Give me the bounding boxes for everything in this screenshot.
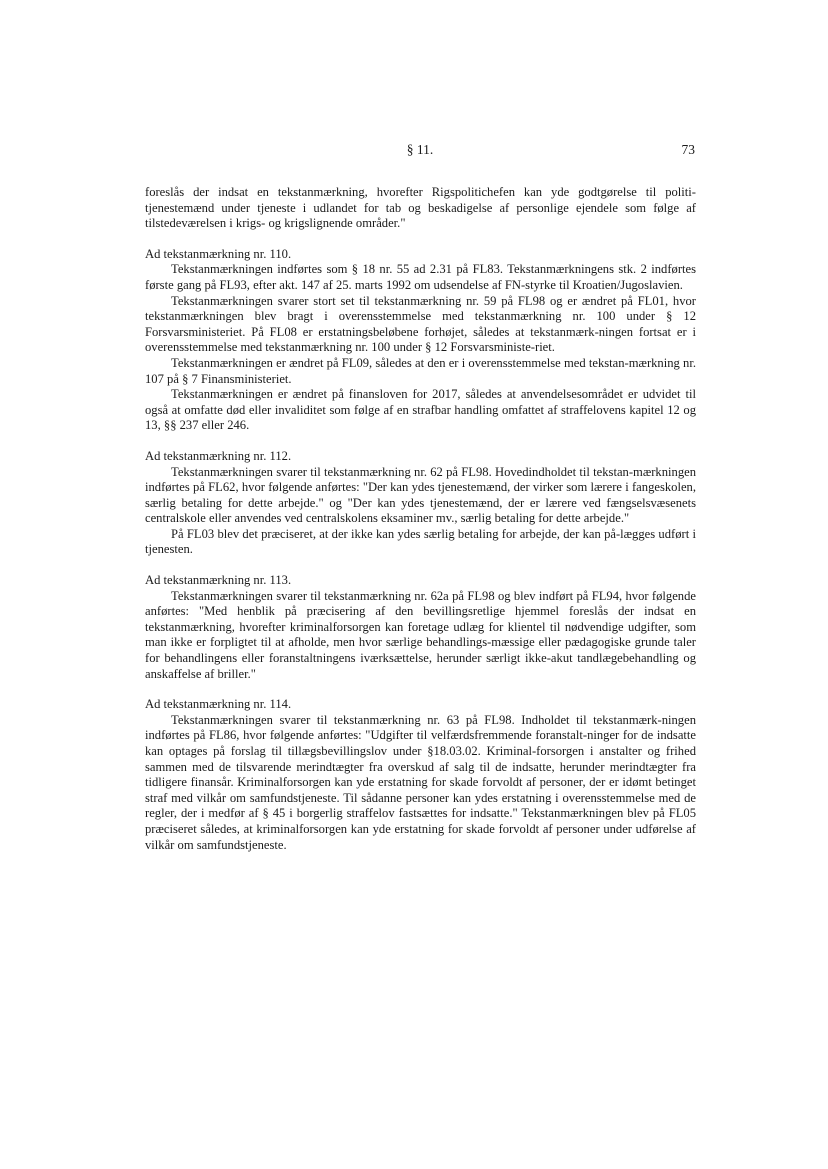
note-heading-114: Ad tekstanmærkning nr. 114.	[145, 697, 292, 712]
paragraph: Tekstanmærkningen indførtes som § 18 nr. 55 ad 2.31 på FL83. Tekstanmærkningens stk. 2 indførtes første gang på FL93, efter akt. 147 af 25. marts 1992 om udsendelse af FN-styrke til Kroatien/Jugoslavien.	[145, 262, 696, 292]
page-header	[145, 142, 695, 162]
body-text	[145, 185, 696, 853]
paragraph: Tekstanmærkningen svarer til tekstanmærkning nr. 62a på FL98 og blev indført på FL94, hvor følgende anførtes: "Med henblik på præcisering af den bevillingsretlige hjemmel foreslås der indsat en tekstanmærkning, hvorefter kriminalforsorgen kan foretage udlæg for klientel til nødvendige udgifter, som man ikke er forpligtet til at afholde, men hvor særlige behandlings-mæssige eller pædagogiske grunde taler for behandlingens eller foranstaltningens iværksættelse, herunder særligt ikke-akut tandlægebehandling og anskaffelse af briller."	[145, 588, 696, 681]
page-number: 73	[681, 142, 695, 157]
paragraph: Tekstanmærkningen svarer til tekstanmærkning nr. 63 på FL98. Indholdet til tekstanmærk-ningen indførtes på FL86, hvor følgende anførtes: "Udgifter til velfærdsfremmende foranstalt-ninger for de indsatte kan optages på forslag til tillægsbevillingslov under §18.03.02. Kriminal-forsorgen i anstalter og frihed sammen med de tilsvarende merindtægter fra overskud af salg til de indsatte, herunder merindtægter fra tidligere finansår. Kriminalforsorgen kan yde erstatning for skade forvoldt af personer, der er idømt betinget straf med vilkår om samfundstjeneste. Til sådanne personer kan ydes erstatning i overensstemmelse med de regler, der i medfør af § 45 i borgerlig straffelov fastsættes for indsatte." Tekstanmærkningen blev på FL05 præciseret således, at kriminalforsorgen kan yde erstatning for skade forvoldt af personer under udførelse af vilkår om samfundstjeneste.	[145, 712, 696, 852]
paragraph: På FL03 blev det præciseret, at der ikke kan ydes særlig betaling for arbejde, der kan på-lægges udført i tjenesten.	[145, 526, 696, 557]
section-heading: § 11.	[406, 142, 434, 157]
paragraph: Tekstanmærkningen svarer stort set til tekstanmærkning nr. 59 på FL98 og er ændret på FL01, hvor tekstanmærkningen blev bragt i overensstemmelse med tekstanmærkning nr. 100 under § 12 Forsvarsministeriet. På FL08 er erstatningsbeløbene forhøjet, således at tekstanmærk-ningen fortsat er i overensstemmelse med tekstanmærkning nr. 100 under § 12 Forsvarsministe-riet.	[145, 293, 696, 355]
paragraph: Tekstanmærkningen er ændret på FL09, således at den er i overensstemmelse med tekstan-mærkning nr. 107 på § 7 Finansministeriet.	[145, 355, 696, 386]
note-heading-112: Ad tekstanmærkning nr. 112.	[145, 448, 292, 463]
paragraph: Tekstanmærkningen er ændret på finansloven for 2017, således at anvendelsesområdet er udvidet til også at omfatte død eller invaliditet som følge af en strafbar handling omfattet af straffelovens kapitel 12 og 13, §§ 237 eller 246.	[145, 387, 696, 433]
note-heading-113: Ad tekstanmærkning nr. 113.	[145, 573, 292, 588]
note-heading-110: Ad tekstanmærkning nr. 110.	[145, 246, 292, 261]
paragraph: Tekstanmærkningen svarer til tekstanmærkning nr. 62 på FL98. Hovedindholdet til tekstan-mærkningen indførtes på FL62, hvor følgende anførtes: "Der kan ydes tjenestemænd, der virker som lærere i fangeskolen, særlig betaling for dette arbejde." og "Der kan ydes tjenestemænd, der er lærere ved fængselsvæsenets centralskole eller anvendes ved centralskolens eksaminer mv., særlig betaling for dette arbejde."	[145, 464, 696, 526]
paragraph: foreslås der indsat en tekstanmærkning, hvorefter Rigspolitichefen kan yde godtgørelse til politi-tjenestemænd under tjeneste i udlandet for tab og beskadigelse af personlige ejendele som følge af tilstedeværelsen i krigs- og krigslignende områder."	[145, 185, 696, 231]
